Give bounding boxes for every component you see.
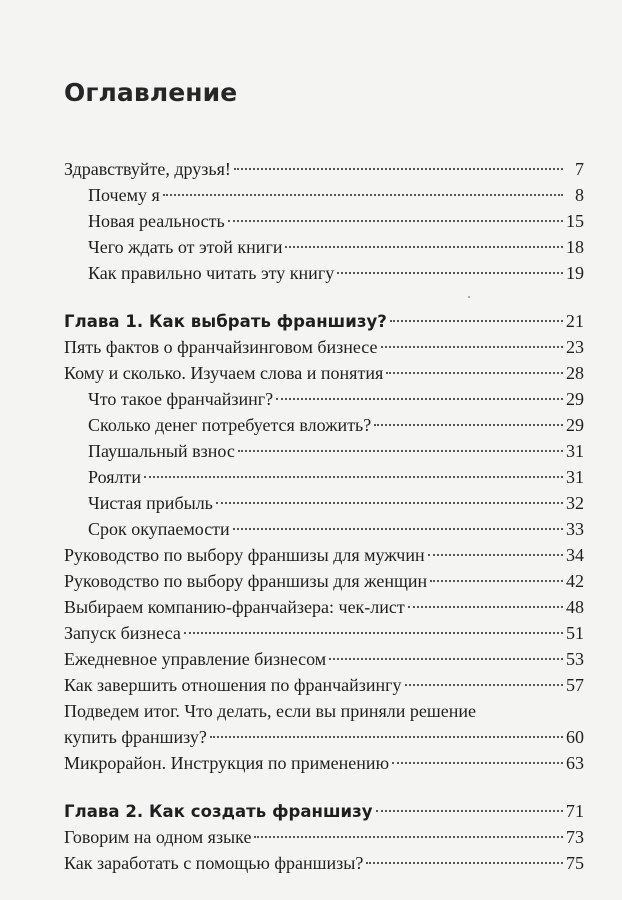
toc-entry-title: Здравствуйте, друзья! <box>64 159 231 179</box>
toc-page-number: 51 <box>566 623 584 643</box>
toc-entry-title: Чего ждать от этой книги <box>88 237 283 257</box>
toc-entry-how-to-earn[interactable] <box>64 850 584 876</box>
toc-entry-title: Роялти <box>88 467 141 487</box>
toc-entry-greeting[interactable] <box>64 156 584 182</box>
toc-entry-title: Говорим на одном языке <box>64 827 252 847</box>
dot-leader <box>408 606 563 608</box>
dot-leader <box>210 736 563 738</box>
toc-entry-common-language[interactable] <box>64 824 584 850</box>
toc-page-number: 34 <box>566 545 584 565</box>
dot-leader <box>337 272 563 274</box>
toc-entry-title: Срок окупаемости <box>88 519 230 539</box>
toc-entry-summary[interactable] <box>64 698 584 750</box>
toc-entry-guide-men[interactable] <box>64 542 584 568</box>
toc-entry-payback-period[interactable] <box>64 516 584 542</box>
toc-page-number: 60 <box>566 727 584 747</box>
dot-leader <box>392 762 563 764</box>
toc-chapter-2[interactable] <box>64 798 584 824</box>
toc-entry-how-to-read[interactable] <box>64 260 584 286</box>
toc-page-number: 33 <box>566 519 584 539</box>
toc-page-number: 21 <box>565 311 584 331</box>
dot-leader <box>376 810 563 812</box>
dot-leader <box>254 836 563 838</box>
page-title: Оглавление <box>64 78 238 107</box>
toc-entry-royalty[interactable] <box>64 464 584 490</box>
dot-leader <box>233 528 563 530</box>
toc-entry-title: Новая реальность <box>88 211 225 231</box>
dot-leader <box>216 502 563 504</box>
dot-leader <box>381 346 563 348</box>
toc-page-number: 75 <box>566 853 584 873</box>
dot-leader <box>428 554 563 556</box>
toc-entry-title: Сколько денег потребуется вложить? <box>88 415 372 435</box>
toc-entry-title-line-2: купить франшизу? <box>64 727 207 747</box>
toc-chapter-title: Глава 2. Как создать франшизу <box>64 802 373 821</box>
toc-entry-guide-women[interactable] <box>64 568 584 594</box>
toc-page-number: 29 <box>566 389 584 409</box>
toc-page-number: 42 <box>566 571 584 591</box>
toc-entry-title: Как завершить отношения по франчайзингу <box>64 675 402 695</box>
toc-entry-how-much-money[interactable] <box>64 412 584 438</box>
toc-entry-title: Запуск бизнеса <box>64 623 181 643</box>
toc-entry-end-relations[interactable] <box>64 672 584 698</box>
toc-page-number: 8 <box>575 185 584 205</box>
toc-entry-title: Как заработать с помощью франшизы? <box>64 853 364 873</box>
toc-entry-title: Кому и сколько. Изучаем слова и понятия <box>64 363 384 383</box>
toc-page-number: 63 <box>566 753 584 773</box>
toc-chapter-title: Глава 1. Как выбрать франшизу? <box>64 312 387 331</box>
toc-entry-business-launch[interactable] <box>64 620 584 646</box>
dot-leader <box>366 862 563 864</box>
toc-entry-title: Как правильно читать эту книгу <box>88 263 335 283</box>
dot-leader <box>144 476 563 478</box>
toc-entry-checklist[interactable] <box>64 594 584 620</box>
toc-page-number: 48 <box>566 597 584 617</box>
toc-page-number: 18 <box>566 237 584 257</box>
toc-entry-lump-sum-fee[interactable] <box>64 438 584 464</box>
toc-entry-why-me[interactable] <box>64 182 584 208</box>
toc-page-number: 53 <box>566 649 584 669</box>
table-of-contents <box>64 156 584 876</box>
toc-entry-microdistrict[interactable] <box>64 750 584 776</box>
toc-entry-net-profit[interactable] <box>64 490 584 516</box>
toc-entry-title: Выбираем компанию-франчайзера: чек-лист <box>64 597 405 617</box>
toc-page-number: 71 <box>565 801 584 821</box>
dot-leader <box>386 372 563 374</box>
dot-leader <box>234 168 563 170</box>
dot-leader <box>374 424 563 426</box>
dot-leader <box>329 658 563 660</box>
dot-leader <box>390 320 563 322</box>
toc-chapter-1[interactable] <box>64 308 584 334</box>
toc-page-number: 57 <box>566 675 584 695</box>
dot-leader <box>430 580 563 582</box>
toc-entry-five-facts[interactable] <box>64 334 584 360</box>
toc-entry-title: Паушальный взнос <box>88 441 235 461</box>
dot-leader <box>228 220 563 222</box>
toc-entry-who-and-how-much[interactable] <box>64 360 584 386</box>
toc-page-number: 19 <box>566 263 584 283</box>
toc-entry-title: Чистая прибыль <box>88 493 213 513</box>
toc-group-chapter-1 <box>64 308 584 776</box>
dot-leader <box>184 632 563 634</box>
dot-leader <box>163 194 563 196</box>
dot-leader <box>238 450 563 452</box>
toc-page-number: 73 <box>566 827 584 847</box>
toc-group-chapter-2 <box>64 798 584 876</box>
toc-entry-title: Ежедневное управление бизнесом <box>64 649 327 669</box>
toc-page-number: 31 <box>566 441 584 461</box>
toc-entry-new-reality[interactable] <box>64 208 584 234</box>
dot-leader <box>405 684 563 686</box>
toc-page-number: 15 <box>566 211 584 231</box>
toc-group-intro <box>64 156 584 286</box>
toc-page-number: 29 <box>566 415 584 435</box>
toc-entry-title: Почему я <box>88 185 160 205</box>
dot-leader <box>276 398 563 400</box>
toc-entry-title: Пять фактов о франчайзинговом бизнесе <box>64 337 378 357</box>
print-speck <box>468 296 470 298</box>
toc-entry-line-2 <box>64 724 584 750</box>
toc-page-number: 28 <box>566 363 584 383</box>
toc-page-number: 31 <box>566 467 584 487</box>
dot-leader <box>285 246 563 248</box>
toc-entry-what-to-expect[interactable] <box>64 234 584 260</box>
toc-entry-title: Что такое франчайзинг? <box>88 389 274 409</box>
toc-page-number: 32 <box>566 493 584 513</box>
toc-entry-what-is-franchising[interactable] <box>64 386 584 412</box>
toc-entry-title-line-1: Подведем итог. Что делать, если вы приняли решение <box>64 701 477 721</box>
toc-entry-title: Руководство по выбору франшизы для мужчин <box>64 545 425 565</box>
toc-entry-daily-management[interactable] <box>64 646 584 672</box>
toc-entry-title: Руководство по выбору франшизы для женщин <box>64 571 428 591</box>
toc-entry-title: Микрорайон. Инструкция по применению <box>64 753 390 773</box>
toc-page-number: 7 <box>575 159 584 179</box>
toc-page-number: 23 <box>566 337 584 357</box>
